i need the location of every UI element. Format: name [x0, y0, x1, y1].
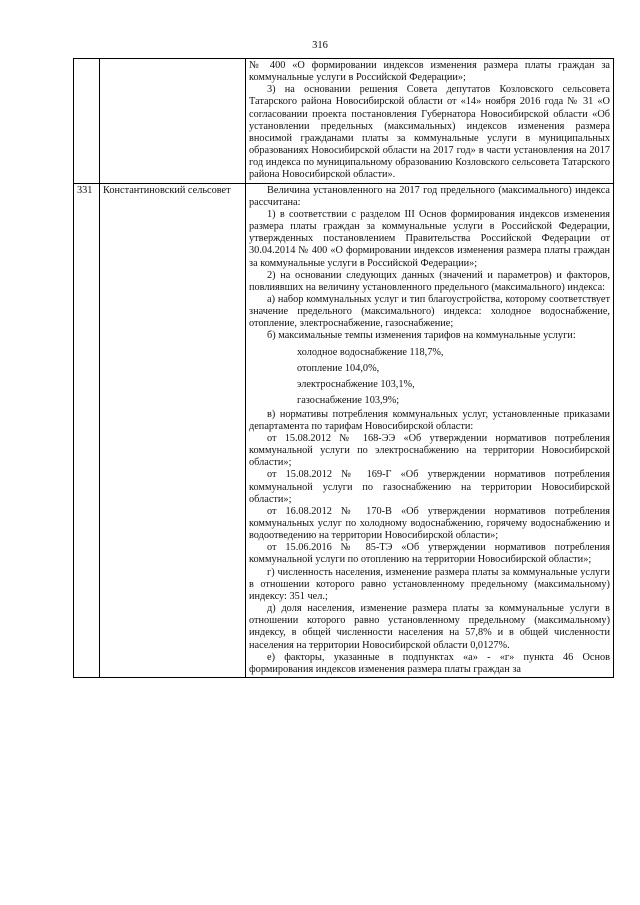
- paragraph-1: 1) в соответствии с разделом III Основ формирования индексов изменения размера платы граждан за коммунальные услуги в Российской Федерации, утвержденных постановлением Правительства Российской Федерации от 30.04.2014 № 400 «О формировании индексов изменения размера платы граждан за коммунальные услуги в Российской Федерации»;: [249, 208, 610, 269]
- paragraph-intro: Величина установленного на 2017 год предельного (максимального) индекса рассчитана:: [249, 184, 610, 208]
- paragraph-2: 2) на основании следующих данных (значений и параметров) и факторов, повлиявших на величину установленного предельного (максимального) индекса:: [249, 269, 610, 293]
- justification-cell: [246, 183, 614, 677]
- paragraph-d: д) доля населения, изменение размера платы за коммунальные услуги в отношении которого равно установленному предельному (максимальному) индексу, в общей численности населения на 57,8% и в общей численности населения на территории Новосибирской области 0,0127%.: [249, 603, 610, 651]
- order-item: от 16.08.2012 № 170-В «Об утверждении нормативов потребления коммунальных услуг по холодному водоснабжению, горячему водоснабжению и водоотведению на территории Новосибирской области»;: [249, 505, 610, 542]
- table-row: [74, 59, 614, 184]
- paragraph: № 400 «О формировании индексов изменения размера платы граждан за коммунальные услуги в Российской Федерации»;: [249, 60, 610, 84]
- tariff-item: отопление 104,0%,: [297, 362, 380, 374]
- document-table: [73, 58, 614, 678]
- order-item: от 15.08.2012 № 168-ЭЭ «Об утверждении нормативов потребления коммунальной услуги по электроснабжению на территории Новосибирской области»;: [249, 432, 610, 469]
- page-number: 316: [312, 40, 328, 51]
- paragraph-g: г) численность населения, изменение размера платы за коммунальные услуги в отношении которого равно установленному предельному (максимальному) индексу: 351 чел.;: [249, 566, 610, 602]
- order-item: от 15.08.2012 № 169-Г «Об утверждении нормативов потребления коммунальной услуги по газоснабжению на территории Новосибирской области»;: [249, 469, 610, 505]
- order-item: от 15.06.2016 № 85-ТЭ «Об утверждении нормативов потребления коммунальной услуги по отоплению на территории Новосибирской области»;: [249, 542, 610, 566]
- row-number-cell: [74, 59, 100, 184]
- row-number-cell: 331: [74, 183, 100, 677]
- tariff-item: холодное водоснабжение 118,7%,: [297, 346, 444, 358]
- paragraph-e: е) факторы, указанные в подпунктах «а» - «г» пункта 46 Основ формирования индексов изменения размера платы граждан за: [249, 651, 610, 675]
- tariff-item: электроснабжение 103,1%,: [297, 378, 415, 390]
- paragraph-a: а) набор коммунальных услуг и тип благоустройства, которому соответствует значение предельного (максимального) индекса: холодное водоснабжение, отопление, электроснабжение, газоснабжение;: [249, 293, 610, 330]
- table-row: [74, 183, 614, 677]
- municipality-name-cell: Константиновский сельсовет: [100, 183, 246, 677]
- tariff-item: газоснабжение 103,9%;: [297, 394, 400, 406]
- paragraph-b: б) максимальные темпы изменения тарифов на коммунальные услуги:: [267, 330, 576, 342]
- justification-cell: [246, 59, 614, 184]
- paragraph: 3) на основании решения Совета депутатов Козловского сельсовета Татарского района Новосибирской области от «14» ноября 2016 года № 31 «О согласовании проекта постановления Губернатора Новосибирской области «Об установлении предельных (максимальных) индексов изменения размера вносимой гражданами платы за коммунальные услуги в муниципальных образованиях Новосибирской области на 2017 год» в части установления на 2017 год индекса по муниципальному образованию Козловского сельсовета Татарского района Новосибирской области».: [249, 84, 610, 181]
- tariff-list: [297, 345, 610, 409]
- municipality-name-cell: [100, 59, 246, 184]
- paragraph-v: в) нормативы потребления коммунальных услуг, установленные приказами департамента по тарифам Новосибирской области:: [249, 408, 610, 432]
